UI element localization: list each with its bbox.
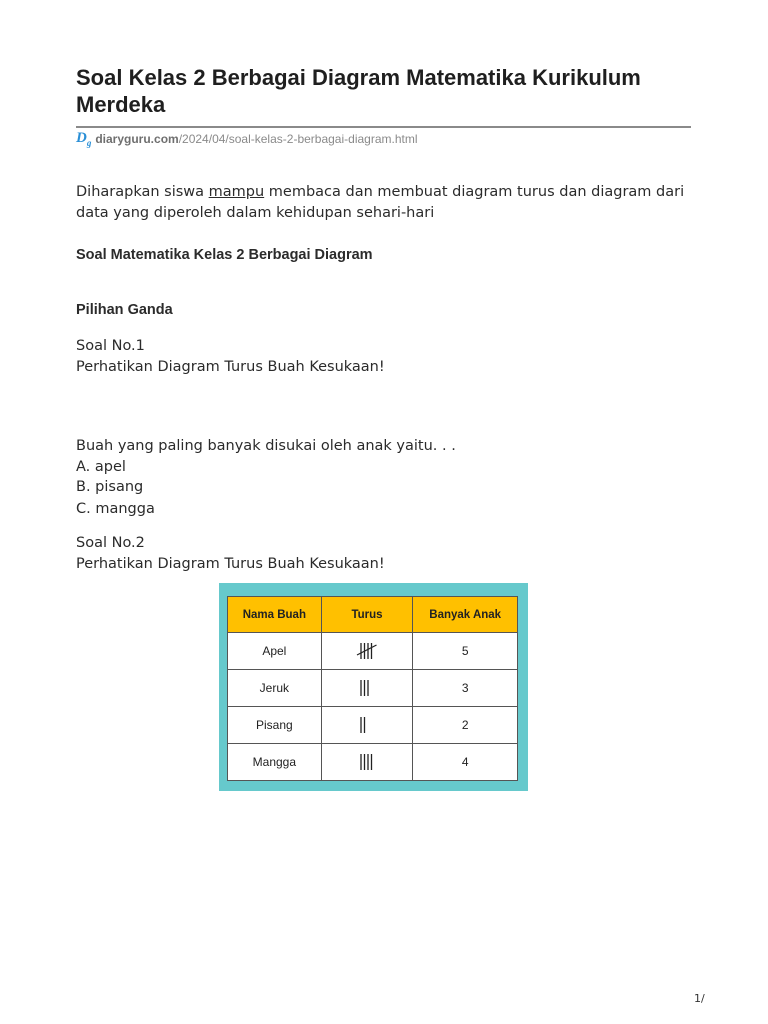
table-row — [228, 633, 518, 670]
child-count-cell: 4 — [413, 744, 518, 781]
question-1-option-c: C. mangga — [76, 500, 155, 517]
question-1-number: Soal No.1 — [76, 338, 145, 354]
question-1-instruction: Perhatikan Diagram Turus Buah Kesukaan! — [76, 358, 385, 375]
tally-cell — [321, 744, 413, 781]
tally-mark-icon — [355, 751, 379, 773]
question-1-text: Buah yang paling banyak disukai oleh anak yaitu. . . — [76, 438, 456, 454]
question-1-body — [76, 436, 696, 519]
table-row — [228, 744, 518, 781]
fruit-name-cell: Apel — [228, 633, 322, 670]
intro-underlined-word: mampu — [208, 184, 265, 200]
page-title: Soal Kelas 2 Berbagai Diagram Matematika Kurikulum Merdeka — [76, 65, 641, 117]
fruit-name-cell: Pisang — [228, 707, 322, 744]
header-child-count: Banyak Anak — [413, 597, 518, 633]
fruit-name-cell: Mangga — [228, 744, 322, 781]
tally-table-frame — [219, 583, 528, 791]
source-domain[interactable]: diaryguru.com — [95, 132, 179, 146]
child-count-cell: 5 — [413, 633, 518, 670]
child-count-cell: 3 — [413, 670, 518, 707]
title-divider — [76, 126, 691, 128]
table-row — [228, 670, 518, 707]
intro-text-after: membaca dan membuat diagram turus dan diagram dari data yang diperoleh dalam kehidupan sehari-hari — [76, 184, 685, 221]
section-heading: Soal Matematika Kelas 2 Berbagai Diagram — [76, 247, 373, 263]
diaryguru-logo-icon: $D_g$ — [76, 130, 92, 148]
page-number: 1/ — [694, 992, 705, 1005]
header-fruit-name: Nama Buah — [228, 597, 322, 633]
source-path[interactable]: /2024/04/soal-kelas-2-berbagai-diagram.html — [178, 132, 418, 146]
intro-text-before: Diharapkan siswa — [76, 184, 209, 200]
intro-paragraph — [76, 182, 696, 224]
tally-table-header-row — [228, 597, 518, 633]
question-1-option-a: A. apel — [76, 458, 126, 475]
child-count-cell: 2 — [413, 707, 518, 744]
subheading-multiple-choice: Pilihan Ganda — [76, 302, 173, 318]
question-1-option-b: B. pisang — [76, 479, 144, 495]
question-2-instruction: Perhatikan Diagram Turus Buah Kesukaan! — [76, 555, 385, 572]
tally-mark-icon — [355, 677, 379, 699]
question-1-intro — [76, 336, 696, 377]
fruit-name-cell: Jeruk — [228, 670, 322, 707]
tally-cell — [321, 670, 413, 707]
source-link[interactable] — [76, 131, 418, 147]
question-2-intro — [76, 533, 696, 574]
tally-diagonal-stroke — [357, 645, 377, 655]
tally-cell — [321, 707, 413, 744]
tally-mark-icon — [355, 640, 379, 662]
tally-table — [227, 596, 518, 781]
tally-cell — [321, 633, 413, 670]
tally-mark-icon — [355, 714, 379, 736]
table-row — [228, 707, 518, 744]
question-2-number: Soal No.2 — [76, 535, 145, 551]
header-tally: Turus — [321, 597, 413, 633]
